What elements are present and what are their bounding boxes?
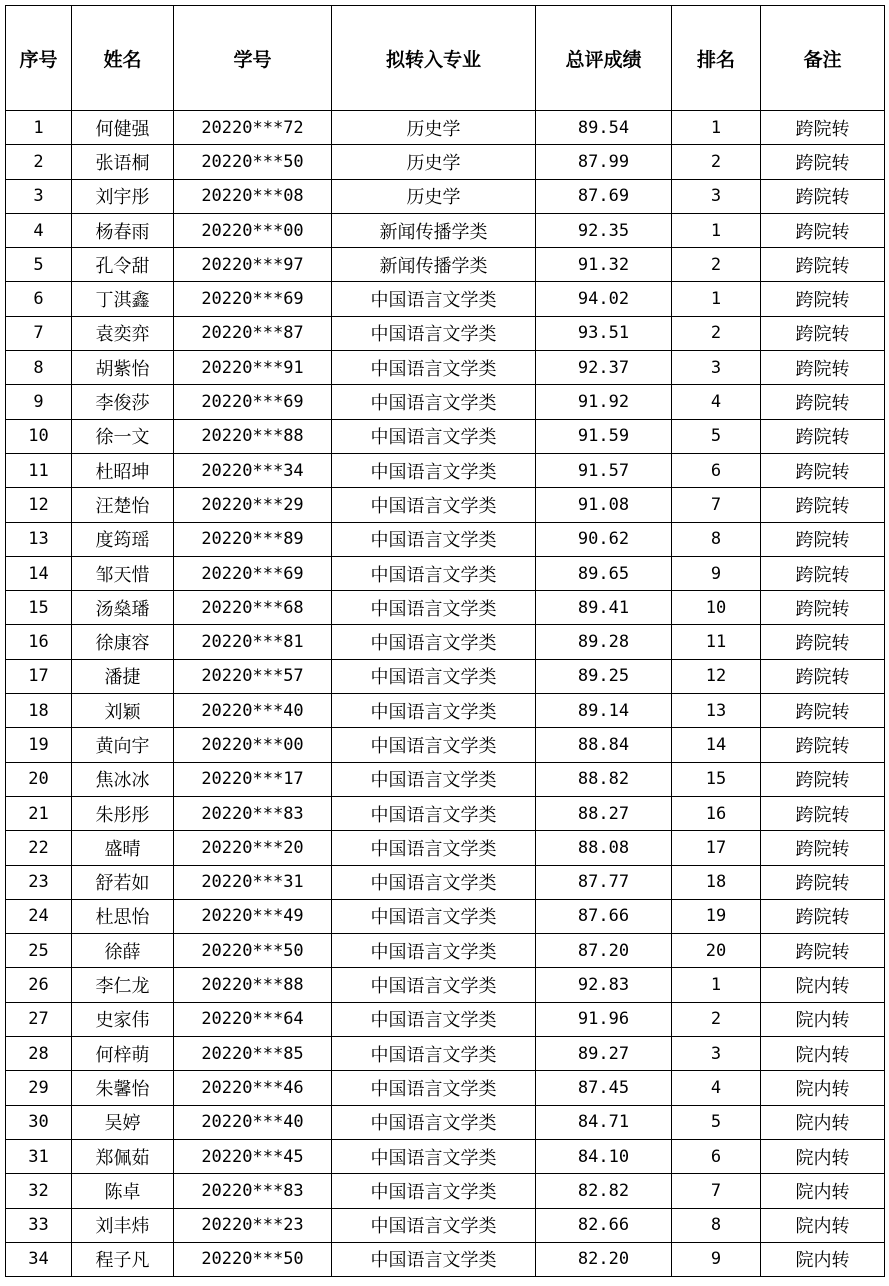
cell-target-major: 中国语言文学类 bbox=[332, 1105, 536, 1139]
cell-student-id: 20220***64 bbox=[174, 1002, 332, 1036]
cell-student-id: 20220***72 bbox=[174, 111, 332, 145]
cell-index: 31 bbox=[6, 1139, 72, 1173]
cell-student-id: 20220***50 bbox=[174, 1242, 332, 1276]
cell-name: 史家伟 bbox=[72, 1002, 174, 1036]
table-row bbox=[6, 591, 885, 625]
cell-student-id: 20220***50 bbox=[174, 145, 332, 179]
cell-rank: 10 bbox=[672, 591, 761, 625]
cell-total-score: 87.69 bbox=[536, 179, 672, 213]
cell-index: 2 bbox=[6, 145, 72, 179]
cell-student-id: 20220***88 bbox=[174, 968, 332, 1002]
cell-rank: 2 bbox=[672, 1002, 761, 1036]
cell-index: 15 bbox=[6, 591, 72, 625]
cell-remark: 院内转 bbox=[761, 1139, 885, 1173]
cell-target-major: 中国语言文学类 bbox=[332, 934, 536, 968]
cell-rank: 14 bbox=[672, 728, 761, 762]
cell-rank: 1 bbox=[672, 213, 761, 247]
cell-total-score: 90.62 bbox=[536, 522, 672, 556]
cell-remark: 院内转 bbox=[761, 1208, 885, 1242]
table-row bbox=[6, 1139, 885, 1173]
cell-total-score: 88.82 bbox=[536, 762, 672, 796]
cell-remark: 跨院转 bbox=[761, 591, 885, 625]
cell-name: 黄向宇 bbox=[72, 728, 174, 762]
cell-target-major: 新闻传播学类 bbox=[332, 248, 536, 282]
header-remark: 备注 bbox=[761, 6, 885, 111]
cell-total-score: 91.96 bbox=[536, 1002, 672, 1036]
table-row bbox=[6, 282, 885, 316]
cell-name: 盛晴 bbox=[72, 831, 174, 865]
cell-remark: 跨院转 bbox=[761, 282, 885, 316]
cell-target-major: 历史学 bbox=[332, 179, 536, 213]
cell-total-score: 89.27 bbox=[536, 1037, 672, 1071]
cell-target-major: 中国语言文学类 bbox=[332, 1139, 536, 1173]
table-row bbox=[6, 1174, 885, 1208]
cell-rank: 11 bbox=[672, 625, 761, 659]
cell-student-id: 20220***45 bbox=[174, 1139, 332, 1173]
cell-student-id: 20220***49 bbox=[174, 899, 332, 933]
table-row bbox=[6, 1242, 885, 1276]
table-row bbox=[6, 248, 885, 282]
table-row bbox=[6, 316, 885, 350]
cell-remark: 跨院转 bbox=[761, 934, 885, 968]
cell-student-id: 20220***91 bbox=[174, 351, 332, 385]
cell-student-id: 20220***34 bbox=[174, 453, 332, 487]
cell-index: 4 bbox=[6, 213, 72, 247]
cell-name: 舒若如 bbox=[72, 865, 174, 899]
cell-student-id: 20220***31 bbox=[174, 865, 332, 899]
cell-index: 5 bbox=[6, 248, 72, 282]
cell-rank: 9 bbox=[672, 556, 761, 590]
cell-rank: 4 bbox=[672, 1071, 761, 1105]
cell-student-id: 20220***40 bbox=[174, 1105, 332, 1139]
cell-rank: 5 bbox=[672, 1105, 761, 1139]
cell-total-score: 91.08 bbox=[536, 488, 672, 522]
cell-student-id: 20220***23 bbox=[174, 1208, 332, 1242]
cell-rank: 4 bbox=[672, 385, 761, 419]
cell-name: 程子凡 bbox=[72, 1242, 174, 1276]
cell-total-score: 88.08 bbox=[536, 831, 672, 865]
cell-total-score: 82.20 bbox=[536, 1242, 672, 1276]
header-rank: 排名 bbox=[672, 6, 761, 111]
cell-rank: 2 bbox=[672, 145, 761, 179]
table-row bbox=[6, 556, 885, 590]
cell-total-score: 92.83 bbox=[536, 968, 672, 1002]
cell-target-major: 中国语言文学类 bbox=[332, 488, 536, 522]
cell-target-major: 历史学 bbox=[332, 145, 536, 179]
cell-target-major: 中国语言文学类 bbox=[332, 1037, 536, 1071]
cell-target-major: 中国语言文学类 bbox=[332, 522, 536, 556]
table-row bbox=[6, 145, 885, 179]
cell-index: 17 bbox=[6, 659, 72, 693]
cell-remark: 跨院转 bbox=[761, 111, 885, 145]
table-row bbox=[6, 625, 885, 659]
cell-name: 邹天惜 bbox=[72, 556, 174, 590]
cell-name: 丁淇鑫 bbox=[72, 282, 174, 316]
cell-name: 何健强 bbox=[72, 111, 174, 145]
cell-student-id: 20220***89 bbox=[174, 522, 332, 556]
cell-rank: 1 bbox=[672, 111, 761, 145]
table-body bbox=[6, 111, 885, 1277]
cell-index: 25 bbox=[6, 934, 72, 968]
cell-name: 刘颖 bbox=[72, 694, 174, 728]
cell-index: 32 bbox=[6, 1174, 72, 1208]
cell-total-score: 92.35 bbox=[536, 213, 672, 247]
cell-remark: 跨院转 bbox=[761, 453, 885, 487]
cell-total-score: 87.45 bbox=[536, 1071, 672, 1105]
cell-total-score: 84.71 bbox=[536, 1105, 672, 1139]
cell-index: 33 bbox=[6, 1208, 72, 1242]
cell-remark: 跨院转 bbox=[761, 248, 885, 282]
table-row bbox=[6, 968, 885, 1002]
table-row bbox=[6, 865, 885, 899]
cell-total-score: 91.32 bbox=[536, 248, 672, 282]
cell-index: 14 bbox=[6, 556, 72, 590]
table-row bbox=[6, 1071, 885, 1105]
cell-remark: 跨院转 bbox=[761, 419, 885, 453]
cell-index: 16 bbox=[6, 625, 72, 659]
cell-rank: 2 bbox=[672, 248, 761, 282]
table-row bbox=[6, 1002, 885, 1036]
cell-name: 何梓萌 bbox=[72, 1037, 174, 1071]
table-row bbox=[6, 213, 885, 247]
table-row bbox=[6, 488, 885, 522]
cell-name: 徐一文 bbox=[72, 419, 174, 453]
table-row bbox=[6, 1208, 885, 1242]
cell-name: 汤燊璠 bbox=[72, 591, 174, 625]
cell-index: 20 bbox=[6, 762, 72, 796]
cell-student-id: 20220***83 bbox=[174, 796, 332, 830]
cell-target-major: 中国语言文学类 bbox=[332, 796, 536, 830]
cell-index: 29 bbox=[6, 1071, 72, 1105]
cell-name: 孔令甜 bbox=[72, 248, 174, 282]
cell-name: 徐康容 bbox=[72, 625, 174, 659]
table-row bbox=[6, 694, 885, 728]
cell-total-score: 92.37 bbox=[536, 351, 672, 385]
table-row bbox=[6, 934, 885, 968]
cell-target-major: 中国语言文学类 bbox=[332, 762, 536, 796]
cell-index: 21 bbox=[6, 796, 72, 830]
cell-target-major: 中国语言文学类 bbox=[332, 351, 536, 385]
cell-student-id: 20220***00 bbox=[174, 728, 332, 762]
cell-index: 9 bbox=[6, 385, 72, 419]
cell-name: 李俊莎 bbox=[72, 385, 174, 419]
cell-target-major: 中国语言文学类 bbox=[332, 1002, 536, 1036]
cell-name: 焦冰冰 bbox=[72, 762, 174, 796]
table-row bbox=[6, 831, 885, 865]
cell-rank: 5 bbox=[672, 419, 761, 453]
cell-index: 11 bbox=[6, 453, 72, 487]
cell-rank: 7 bbox=[672, 488, 761, 522]
cell-rank: 12 bbox=[672, 659, 761, 693]
cell-total-score: 82.82 bbox=[536, 1174, 672, 1208]
cell-target-major: 中国语言文学类 bbox=[332, 282, 536, 316]
cell-remark: 跨院转 bbox=[761, 556, 885, 590]
cell-remark: 跨院转 bbox=[761, 488, 885, 522]
cell-rank: 3 bbox=[672, 1037, 761, 1071]
cell-name: 张语桐 bbox=[72, 145, 174, 179]
cell-student-id: 20220***29 bbox=[174, 488, 332, 522]
cell-name: 朱彤彤 bbox=[72, 796, 174, 830]
cell-name: 杜思怡 bbox=[72, 899, 174, 933]
cell-index: 23 bbox=[6, 865, 72, 899]
cell-rank: 1 bbox=[672, 968, 761, 1002]
cell-target-major: 中国语言文学类 bbox=[332, 865, 536, 899]
cell-student-id: 20220***08 bbox=[174, 179, 332, 213]
cell-name: 度筠瑶 bbox=[72, 522, 174, 556]
table-row bbox=[6, 899, 885, 933]
table-row bbox=[6, 179, 885, 213]
cell-name: 李仁龙 bbox=[72, 968, 174, 1002]
table-row bbox=[6, 522, 885, 556]
cell-name: 吴婷 bbox=[72, 1105, 174, 1139]
cell-rank: 15 bbox=[672, 762, 761, 796]
table-row bbox=[6, 385, 885, 419]
cell-name: 杨春雨 bbox=[72, 213, 174, 247]
cell-student-id: 20220***97 bbox=[174, 248, 332, 282]
cell-remark: 跨院转 bbox=[761, 522, 885, 556]
cell-total-score: 89.54 bbox=[536, 111, 672, 145]
cell-rank: 1 bbox=[672, 282, 761, 316]
table-row bbox=[6, 1037, 885, 1071]
cell-index: 6 bbox=[6, 282, 72, 316]
cell-name: 潘捷 bbox=[72, 659, 174, 693]
cell-student-id: 20220***88 bbox=[174, 419, 332, 453]
cell-target-major: 中国语言文学类 bbox=[332, 591, 536, 625]
cell-target-major: 中国语言文学类 bbox=[332, 1242, 536, 1276]
cell-student-id: 20220***81 bbox=[174, 625, 332, 659]
cell-remark: 跨院转 bbox=[761, 831, 885, 865]
cell-target-major: 中国语言文学类 bbox=[332, 728, 536, 762]
cell-total-score: 89.65 bbox=[536, 556, 672, 590]
cell-name: 徐薛 bbox=[72, 934, 174, 968]
header-total-score: 总评成绩 bbox=[536, 6, 672, 111]
cell-rank: 3 bbox=[672, 179, 761, 213]
cell-rank: 18 bbox=[672, 865, 761, 899]
cell-name: 朱馨怡 bbox=[72, 1071, 174, 1105]
cell-remark: 跨院转 bbox=[761, 865, 885, 899]
cell-target-major: 中国语言文学类 bbox=[332, 625, 536, 659]
cell-remark: 院内转 bbox=[761, 1242, 885, 1276]
cell-total-score: 91.59 bbox=[536, 419, 672, 453]
cell-remark: 跨院转 bbox=[761, 796, 885, 830]
cell-name: 杜昭坤 bbox=[72, 453, 174, 487]
cell-student-id: 20220***85 bbox=[174, 1037, 332, 1071]
cell-total-score: 89.14 bbox=[536, 694, 672, 728]
header-student-id: 学号 bbox=[174, 6, 332, 111]
cell-index: 22 bbox=[6, 831, 72, 865]
cell-index: 12 bbox=[6, 488, 72, 522]
cell-student-id: 20220***20 bbox=[174, 831, 332, 865]
cell-student-id: 20220***69 bbox=[174, 556, 332, 590]
cell-name: 郑佩茹 bbox=[72, 1139, 174, 1173]
cell-rank: 19 bbox=[672, 899, 761, 933]
cell-total-score: 87.77 bbox=[536, 865, 672, 899]
cell-remark: 跨院转 bbox=[761, 213, 885, 247]
cell-remark: 跨院转 bbox=[761, 762, 885, 796]
cell-total-score: 87.66 bbox=[536, 899, 672, 933]
cell-student-id: 20220***46 bbox=[174, 1071, 332, 1105]
header-target-major: 拟转入专业 bbox=[332, 6, 536, 111]
cell-target-major: 中国语言文学类 bbox=[332, 419, 536, 453]
table-row bbox=[6, 796, 885, 830]
cell-remark: 跨院转 bbox=[761, 179, 885, 213]
cell-rank: 8 bbox=[672, 522, 761, 556]
cell-total-score: 87.99 bbox=[536, 145, 672, 179]
cell-index: 26 bbox=[6, 968, 72, 1002]
cell-index: 7 bbox=[6, 316, 72, 350]
cell-remark: 院内转 bbox=[761, 1071, 885, 1105]
cell-total-score: 91.92 bbox=[536, 385, 672, 419]
table-row bbox=[6, 111, 885, 145]
cell-target-major: 中国语言文学类 bbox=[332, 968, 536, 1002]
cell-rank: 7 bbox=[672, 1174, 761, 1208]
cell-rank: 8 bbox=[672, 1208, 761, 1242]
cell-remark: 院内转 bbox=[761, 1105, 885, 1139]
cell-target-major: 中国语言文学类 bbox=[332, 385, 536, 419]
cell-remark: 跨院转 bbox=[761, 728, 885, 762]
cell-remark: 院内转 bbox=[761, 968, 885, 1002]
cell-rank: 9 bbox=[672, 1242, 761, 1276]
table-row bbox=[6, 419, 885, 453]
cell-rank: 6 bbox=[672, 453, 761, 487]
cell-index: 13 bbox=[6, 522, 72, 556]
cell-rank: 17 bbox=[672, 831, 761, 865]
cell-target-major: 中国语言文学类 bbox=[332, 899, 536, 933]
cell-target-major: 中国语言文学类 bbox=[332, 694, 536, 728]
cell-remark: 跨院转 bbox=[761, 625, 885, 659]
cell-total-score: 91.57 bbox=[536, 453, 672, 487]
cell-remark: 跨院转 bbox=[761, 316, 885, 350]
cell-target-major: 中国语言文学类 bbox=[332, 1071, 536, 1105]
header-row bbox=[6, 6, 885, 111]
table-row bbox=[6, 453, 885, 487]
cell-remark: 跨院转 bbox=[761, 145, 885, 179]
cell-remark: 跨院转 bbox=[761, 385, 885, 419]
cell-index: 1 bbox=[6, 111, 72, 145]
cell-remark: 跨院转 bbox=[761, 351, 885, 385]
cell-remark: 院内转 bbox=[761, 1002, 885, 1036]
cell-student-id: 20220***40 bbox=[174, 694, 332, 728]
table-row bbox=[6, 1105, 885, 1139]
cell-target-major: 中国语言文学类 bbox=[332, 1174, 536, 1208]
cell-student-id: 20220***17 bbox=[174, 762, 332, 796]
cell-rank: 13 bbox=[672, 694, 761, 728]
header-index: 序号 bbox=[6, 6, 72, 111]
cell-name: 胡紫怡 bbox=[72, 351, 174, 385]
cell-total-score: 94.02 bbox=[536, 282, 672, 316]
cell-remark: 院内转 bbox=[761, 1037, 885, 1071]
cell-target-major: 中国语言文学类 bbox=[332, 453, 536, 487]
cell-rank: 3 bbox=[672, 351, 761, 385]
cell-total-score: 93.51 bbox=[536, 316, 672, 350]
header-name: 姓名 bbox=[72, 6, 174, 111]
cell-total-score: 84.10 bbox=[536, 1139, 672, 1173]
cell-total-score: 87.20 bbox=[536, 934, 672, 968]
cell-rank: 20 bbox=[672, 934, 761, 968]
cell-rank: 6 bbox=[672, 1139, 761, 1173]
cell-index: 28 bbox=[6, 1037, 72, 1071]
cell-name: 刘宇彤 bbox=[72, 179, 174, 213]
cell-total-score: 88.84 bbox=[536, 728, 672, 762]
cell-student-id: 20220***57 bbox=[174, 659, 332, 693]
cell-total-score: 89.41 bbox=[536, 591, 672, 625]
cell-student-id: 20220***87 bbox=[174, 316, 332, 350]
cell-name: 陈卓 bbox=[72, 1174, 174, 1208]
table-row bbox=[6, 351, 885, 385]
cell-student-id: 20220***50 bbox=[174, 934, 332, 968]
cell-index: 8 bbox=[6, 351, 72, 385]
cell-remark: 跨院转 bbox=[761, 899, 885, 933]
cell-index: 24 bbox=[6, 899, 72, 933]
table-row bbox=[6, 762, 885, 796]
cell-total-score: 88.27 bbox=[536, 796, 672, 830]
cell-remark: 院内转 bbox=[761, 1174, 885, 1208]
cell-target-major: 中国语言文学类 bbox=[332, 659, 536, 693]
cell-target-major: 中国语言文学类 bbox=[332, 1208, 536, 1242]
cell-student-id: 20220***00 bbox=[174, 213, 332, 247]
cell-student-id: 20220***68 bbox=[174, 591, 332, 625]
cell-index: 30 bbox=[6, 1105, 72, 1139]
cell-target-major: 中国语言文学类 bbox=[332, 316, 536, 350]
cell-total-score: 89.25 bbox=[536, 659, 672, 693]
cell-index: 18 bbox=[6, 694, 72, 728]
cell-name: 袁奕弈 bbox=[72, 316, 174, 350]
cell-index: 19 bbox=[6, 728, 72, 762]
cell-index: 34 bbox=[6, 1242, 72, 1276]
cell-target-major: 历史学 bbox=[332, 111, 536, 145]
cell-rank: 16 bbox=[672, 796, 761, 830]
cell-name: 汪楚怡 bbox=[72, 488, 174, 522]
cell-student-id: 20220***69 bbox=[174, 282, 332, 316]
cell-rank: 2 bbox=[672, 316, 761, 350]
cell-remark: 跨院转 bbox=[761, 659, 885, 693]
cell-remark: 跨院转 bbox=[761, 694, 885, 728]
cell-total-score: 89.28 bbox=[536, 625, 672, 659]
cell-index: 27 bbox=[6, 1002, 72, 1036]
cell-total-score: 82.66 bbox=[536, 1208, 672, 1242]
cell-index: 10 bbox=[6, 419, 72, 453]
cell-target-major: 中国语言文学类 bbox=[332, 556, 536, 590]
cell-student-id: 20220***83 bbox=[174, 1174, 332, 1208]
cell-student-id: 20220***69 bbox=[174, 385, 332, 419]
table-row bbox=[6, 659, 885, 693]
transfer-ranking-table bbox=[5, 5, 885, 1277]
cell-name: 刘丰炜 bbox=[72, 1208, 174, 1242]
cell-index: 3 bbox=[6, 179, 72, 213]
cell-target-major: 新闻传播学类 bbox=[332, 213, 536, 247]
cell-target-major: 中国语言文学类 bbox=[332, 831, 536, 865]
table-row bbox=[6, 728, 885, 762]
page bbox=[5, 5, 885, 1277]
